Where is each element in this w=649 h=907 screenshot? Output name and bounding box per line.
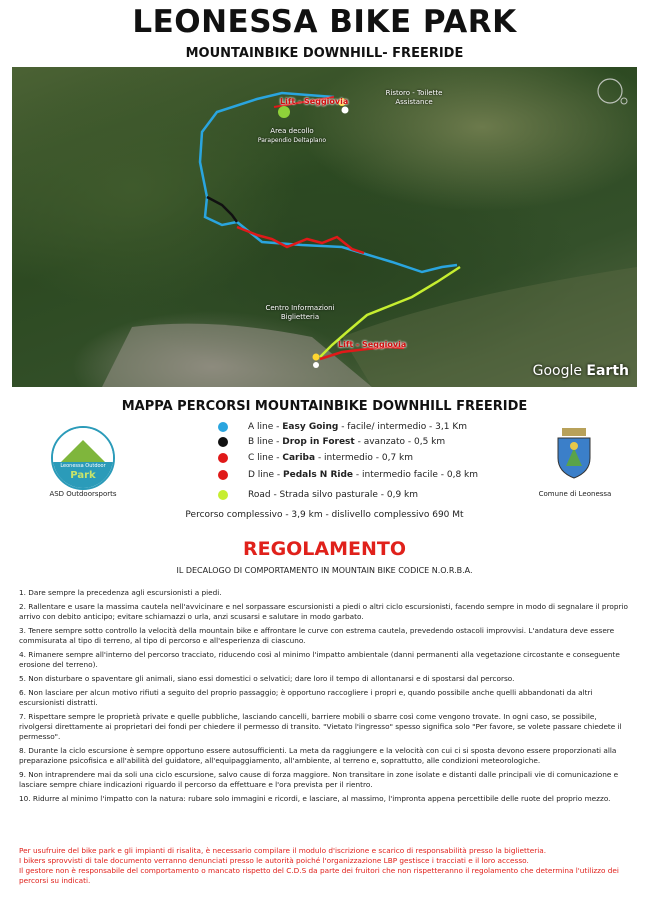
google-word: Google	[532, 363, 582, 379]
legend-title: MAPPA PERCORSI MOUNTAINBIKE DOWNHILL FREERIDE	[121, 399, 528, 414]
note-item: I bikers sprovvisti di tale documento verranno denunciati presso le autorità poiché l'organizzazione LBP gestisce i tracciati e il loro accesso.	[19, 856, 529, 865]
ristoro-text: Ristoro - Toilette	[385, 89, 443, 97]
rule-item: 8. Durante la ciclo escursione è sempre opportuno essere autosufficienti. La meta da raggiungere e la velocità con cui ci si sposta devono essere proporzionati alla preparazione psicofisica e all'abilità del guidatore, all'equipaggiamento, all'ambiente, al terreno e, soprattutto, alle condizioni meteorologiche.	[19, 746, 617, 765]
legend-prefix: B line -	[248, 437, 283, 447]
logo-mountain-icon	[61, 440, 105, 462]
legend-text	[248, 420, 467, 434]
legend-color-dot	[218, 470, 228, 480]
comune-crest-icon	[554, 424, 594, 480]
legend-prefix: C line -	[248, 453, 283, 463]
rule-item: 2. Rallentare e usare la massima cautela nell'avvicinare e nel sorpassare escursionisti a piedi o altri ciclo escursionisti, facendo sempre in modo di segnalare il proprio arrivo con debito anticipo; evitare schiamazzi o urla, anzi scusarsi e salutare in modo garbato.	[19, 602, 628, 621]
legend-suffix: - facile/ intermedio - 3,1 Km	[338, 422, 468, 432]
notes-list	[19, 846, 631, 886]
google-earth-watermark	[533, 363, 629, 379]
legend-text	[248, 468, 478, 482]
legend-line-name: Pedals N Ride	[283, 470, 354, 480]
legend-suffix: - intermedio facile - 0,8 km	[353, 470, 479, 480]
rule-item: 4. Rimanere sempre all'interno del percorso tracciato, riducendo così al minimo l'impatto ambientale (danni permanenti alla vegetazione circostante e conseguente erosione del terreno).	[19, 650, 620, 669]
note-item: Per usufruire del bike park e gli impianti di risalita, è necessario compilare il modulo d'iscrizione e scarico di responsabilità presso la biglietteria.	[19, 846, 547, 855]
biglietteria-marker	[313, 362, 319, 368]
earth-word: Earth	[586, 363, 629, 379]
parapendio-text: Parapendio Deltaplano	[257, 137, 327, 144]
satellite-map	[12, 67, 637, 387]
crest-crown	[562, 428, 586, 436]
area-decollo-marker	[278, 106, 290, 118]
page-title: LEONESSA BIKE PARK	[132, 4, 517, 40]
asd-caption: ASD Outdoorsports	[49, 490, 117, 498]
legend-line-name: Cariba	[282, 453, 316, 463]
rule-item: 5. Non disturbare o spaventare gli animali, siano essi domestici o selvatici; dare loro il tempo di allontanarsi e di spostarsi dal percorso.	[19, 674, 515, 683]
rule-item: 3. Tenere sempre sotto controllo la velocità della mountain bike e affrontare le curve con estrema cautela, prevedendo ostacoli improvvisi. L'andatura deve essere commisurata al tipo di terreno, al tipo di percorso e all'esperienza di ciascuno.	[19, 626, 615, 645]
zoom-icon[interactable]	[621, 98, 627, 104]
area-decollo-text: Area decollo	[270, 127, 314, 135]
lift-bottom-label: Lift - Seggiovia	[338, 340, 407, 349]
route-a-line	[200, 93, 457, 272]
route-b-line	[207, 197, 237, 222]
legend-color-dot	[218, 453, 228, 463]
legend-color-dot	[218, 437, 228, 447]
rule-item: 6. Non lasciare per alcun motivo rifiuti a seguito del proprio passaggio; è opportuno raccogliere i propri e, quando possibile anche quelli abbandonati da altri escursionisti distratti.	[19, 688, 593, 707]
legend-prefix: D line -	[248, 470, 284, 480]
legend-color-dot	[218, 490, 228, 500]
ristoro-label	[374, 89, 454, 107]
comune-caption: Comune di Leonessa	[538, 490, 612, 498]
rule-item: 1. Dare sempre la precedenza agli escursionisti a piedi.	[19, 588, 222, 597]
lift-top-label: Lift - Seggiovia	[280, 97, 349, 106]
legend-suffix: - avanzato - 0,5 km	[354, 437, 446, 447]
centro-info-text: Centro Informazioni	[265, 304, 335, 312]
biglietteria-text: Biglietteria	[280, 313, 320, 321]
centro-info-label	[250, 304, 350, 322]
assistance-marker	[342, 107, 349, 114]
logo-line1: Leonessa Outdoor	[60, 463, 106, 469]
info-marker	[313, 354, 320, 361]
regolamento-subtitle: IL DECALOGO DI COMPORTAMENTO IN MOUNTAIN BIKE CODICE N.O.R.B.A.	[176, 566, 473, 575]
rule-item: 10. Ridurre al minimo l'impatto con la natura: rubare solo immagini e ricordi, e lasciare, al massimo, l'impronta appena percettibile delle ruote del proprio mezzo.	[19, 794, 611, 803]
assistance-text: Assistance	[395, 98, 433, 106]
legend-prefix: A line -	[248, 422, 283, 432]
regolamento-title: REGOLAMENTO	[242, 538, 407, 560]
legend-text	[248, 451, 413, 465]
crest-lion	[570, 442, 578, 450]
compass-icon[interactable]	[598, 79, 622, 103]
page-subtitle: MOUNTAINBIKE DOWNHILL- FREERIDE	[185, 46, 464, 61]
legend-text	[248, 488, 418, 502]
legend-suffix: - intermedio - 0,7 km	[315, 453, 414, 463]
legend-color-dot	[218, 422, 228, 432]
leonessa-outdoor-park-logo	[51, 426, 115, 490]
legend-text	[248, 435, 445, 449]
note-item: Il gestore non è responsabile del comportamento o mancato rispetto del C.D.S da parte dei fruitori che non rispetteranno il regolamento che determina l'utilizzo dei percorsi su indicati.	[19, 866, 619, 885]
area-decollo-label	[242, 127, 342, 145]
rule-item: 7. Rispettare sempre le proprietà private e quelle pubbliche, lasciando cancelli, barriere mobili o sbarre così come vengono trovate. In ogni caso, se possibile, rivolgersi direttamente ai proprietari dei fondi per chiedere il permesso di transito. "Vietato l'ingresso" spesso significa solo "Per favore, se volete passare chiedete il permesso".	[19, 712, 622, 741]
legend-line-name: Drop in Forest	[282, 437, 355, 447]
logo-line2: Park	[70, 470, 96, 481]
legend-line-name: Easy Going	[282, 422, 339, 432]
route-overlay	[12, 67, 637, 387]
rules-list	[19, 588, 631, 808]
rule-item: 9. Non intraprendere mai da soli una ciclo escursione, salvo cause di forza maggiore. Non transitare in zone isolate e distanti dalle principali vie di comunicazione e lasciare sempre chiare indicazioni riguardo il percorso da effettuare e l'ora prevista per il rientro.	[19, 770, 619, 789]
legend-prefix: Road - Strada silvo pasturale - 0,9 km	[248, 490, 419, 500]
legend-total: Percorso complessivo - 3,9 km - dislivello complessivo 690 Mt	[185, 510, 464, 520]
